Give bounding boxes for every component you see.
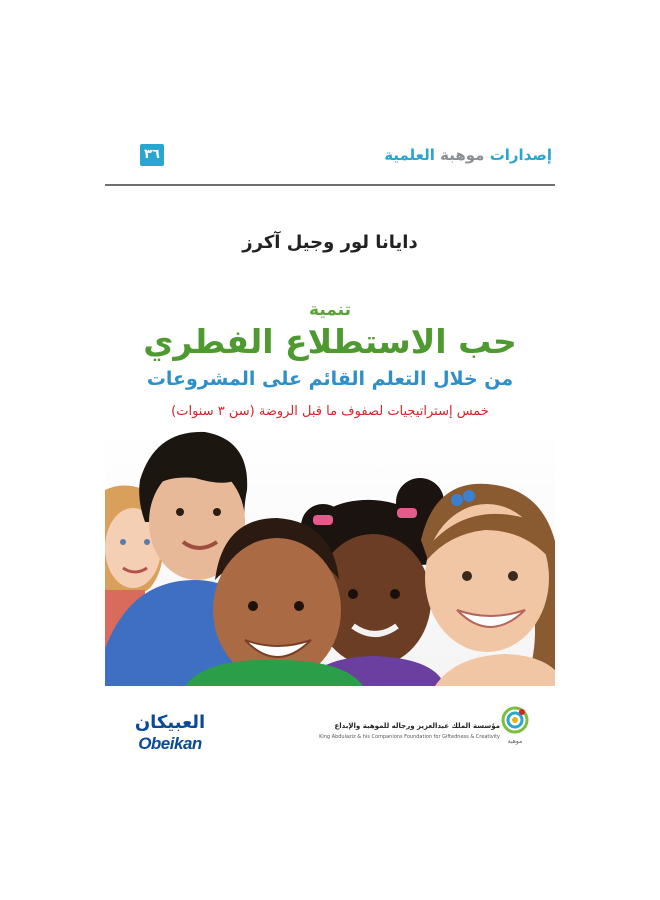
obeikan-logo-ar: العبيكان [134,712,206,733]
author-names: دايانا لور وجيل آكرز [242,232,418,253]
series-word-2: موهبة [440,146,485,164]
mawhiba-logo-caption: موهبة [507,738,523,745]
mawhiba-foundation-block [319,700,530,756]
header-divider [105,184,555,186]
title-kicker: تنمية [309,300,351,320]
children-photo [105,430,555,686]
series-number-badge: ٣٦ [140,144,164,166]
foundation-name-en: King Abdulaziz & his Companions Foundation for Giftedness & Creativity [319,734,500,740]
foundation-name-ar: مؤسسة الملك عبدالعزيز ورجاله للموهبة والإبداع [334,722,500,730]
main-title: حب الاستطلاع الفطري [143,322,517,361]
series-title [384,146,552,164]
series-word-1: إصدارات [489,146,552,164]
series-word-3: العلمية [384,146,435,164]
subtitle: من خلال التعلم القائم على المشروعات [146,368,514,390]
obeikan-logo [130,712,210,756]
obeikan-logo-en: Obeikan [138,734,202,753]
age-note: خمس إستراتيجيات لصفوف ما قبل الروضة (سن ٣ سنوات) [171,404,489,419]
